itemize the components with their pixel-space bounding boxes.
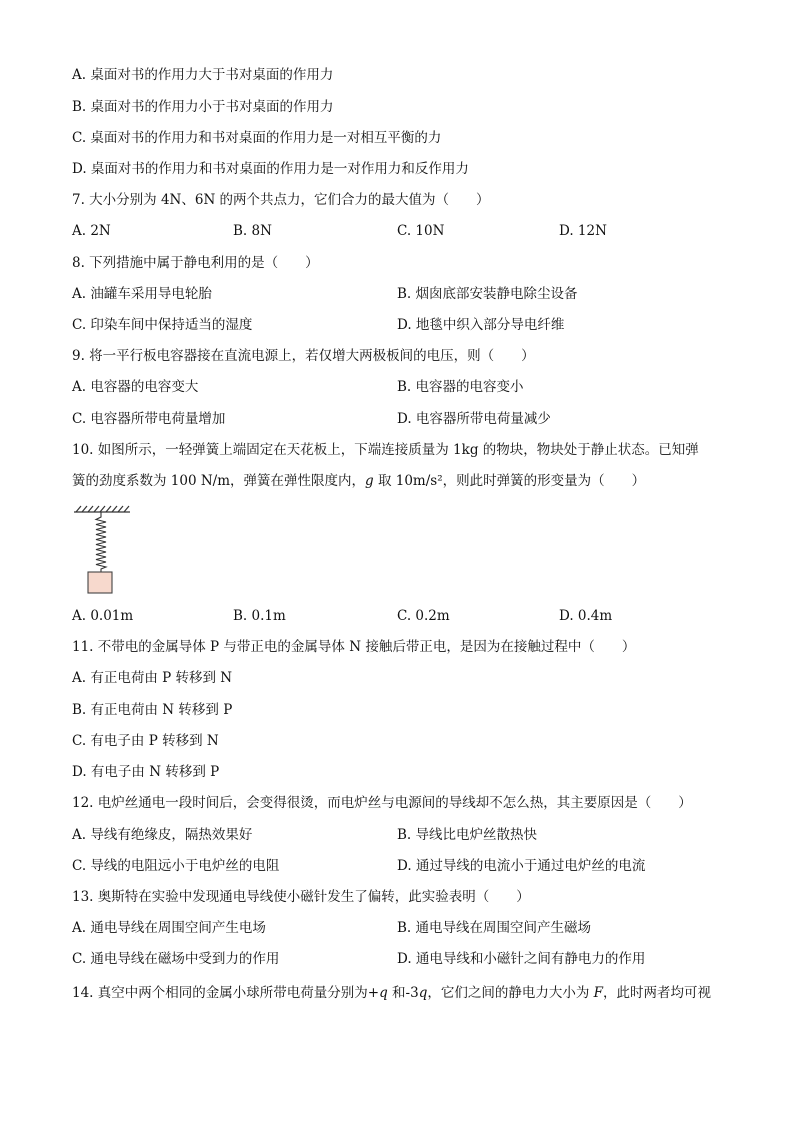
- q11-option-b: B. 有正电荷由 N 转移到 P: [72, 702, 233, 718]
- q6-option-b: B. 桌面对书的作用力小于书对桌面的作用力: [72, 99, 334, 115]
- spring-block-figure: [72, 505, 134, 597]
- q10-option-d: D. 0.4m: [559, 608, 613, 624]
- q7-option-c: C. 10N: [397, 223, 445, 239]
- q13-option-b: B. 通电导线在周围空间产生磁场: [397, 920, 592, 936]
- q11-option-d: D. 有电子由 N 转移到 P: [72, 764, 220, 780]
- q12-options-row2: [72, 857, 722, 875]
- q9-options-row1: [72, 378, 722, 396]
- q14-charge-1: q: [379, 985, 388, 1001]
- q10-option-a: A. 0.01m: [72, 608, 134, 624]
- q6-option-d: D. 桌面对书的作用力和书对桌面的作用力是一对作用力和反作用力: [72, 161, 469, 177]
- q12-stem: 12. 电炉丝通电一段时间后，会变得很烫，而电炉丝与电源间的导线却不怎么热，其主要原因是（ ）: [72, 795, 692, 811]
- q14-charge-2: q: [418, 985, 428, 1001]
- q14-stem-d: ，此时两者均可视: [603, 985, 712, 1001]
- q9-option-a: A. 电容器的电容变大: [72, 379, 199, 395]
- q9-option-c: C. 电容器所带电荷量增加: [72, 411, 226, 427]
- q13-stem: 13. 奥斯特在实验中发现通电导线使小磁针发生了偏转，此实验表明（ ）: [72, 889, 530, 905]
- q14-stem: [72, 984, 711, 1002]
- q6-option-a: A. 桌面对书的作用力大于书对桌面的作用力: [72, 67, 334, 83]
- q11-option-a: A. 有正电荷由 P 转移到 N: [72, 670, 233, 686]
- q10-option-c: C. 0.2m: [397, 608, 450, 624]
- q8-option-a: A. 油罐车采用导电轮胎: [72, 286, 212, 302]
- q8-options-row1: [72, 285, 722, 303]
- q12-option-b: B. 导线比电炉丝散热快: [397, 827, 538, 843]
- q10-option-b: B. 0.1m: [233, 608, 286, 624]
- q9-stem: 9. 将一平行板电容器接在直流电源上，若仅增大两极板间的电压，则（ ）: [72, 348, 535, 364]
- q10-stem-line2-b: 取 10m/s²，则此时弹簧的形变量为（ ）: [373, 473, 646, 489]
- q11-option-c: C. 有电子由 P 转移到 N: [72, 733, 219, 749]
- q9-option-b: B. 电容器的电容变小: [397, 379, 524, 395]
- q7-stem: 7. 大小分别为 4N、6N 的两个共点力，它们合力的最大值为（ ）: [72, 192, 490, 208]
- q9-options-row2: [72, 410, 722, 428]
- q14-stem-a: 14. 真空中两个相同的金属小球所带电荷量分别为+: [72, 985, 380, 1001]
- block: [88, 572, 112, 593]
- q8-option-b: B. 烟囱底部安装静电除尘设备: [397, 286, 578, 302]
- q10-stem-line2: [72, 472, 645, 490]
- q6-option-c: C. 桌面对书的作用力和书对桌面的作用力是一对相互平衡的力: [72, 130, 442, 146]
- q13-option-d: D. 通电导线和小磁针之间有静电力的作用: [397, 951, 646, 967]
- q13-options-row1: [72, 919, 722, 937]
- g-symbol: g: [365, 473, 374, 489]
- q7-options: [72, 222, 722, 240]
- q14-force-symbol: F: [593, 985, 604, 1001]
- q8-option-d: D. 地毯中织入部分导电纤维: [397, 317, 565, 333]
- q8-option-c: C. 印染车间中保持适当的湿度: [72, 317, 253, 333]
- q9-option-d: D. 电容器所带电荷量减少: [397, 411, 551, 427]
- q13-options-row2: [72, 950, 722, 968]
- q7-option-d: D. 12N: [559, 223, 607, 239]
- q7-option-b: B. 8N: [233, 223, 272, 239]
- q8-stem: 8. 下列措施中属于静电利用的是（ ）: [72, 255, 319, 271]
- q13-option-a: A. 通电导线在周围空间产生电场: [72, 920, 266, 936]
- q12-options-row1: [72, 826, 722, 844]
- ceiling: [74, 506, 130, 512]
- q11-stem: 11. 不带电的金属导体 P 与带正电的金属导体 N 接触后带正电，是因为在接触过程中（ ）: [72, 639, 636, 655]
- spring-coil: [96, 512, 106, 572]
- q14-stem-c: ，它们之间的静电力大小为: [427, 985, 594, 1001]
- q7-option-a: A. 2N: [72, 223, 111, 239]
- q10-options: [72, 607, 722, 625]
- q14-stem-b: 和-3: [387, 985, 419, 1001]
- q10-stem-line2-a: 簧的劲度系数为 100 N/m，弹簧在弹性限度内，: [72, 473, 366, 489]
- q12-option-d: D. 通过导线的电流小于通过电炉丝的电流: [397, 858, 646, 874]
- q8-options-row2: [72, 316, 722, 334]
- q13-option-c: C. 通电导线在磁场中受到力的作用: [72, 951, 280, 967]
- q12-option-c: C. 导线的电阻远小于电炉丝的电阻: [72, 858, 280, 874]
- q12-option-a: A. 导线有绝缘皮，隔热效果好: [72, 827, 253, 843]
- q10-stem-line1: 10. 如图所示，一轻弹簧上端固定在天花板上，下端连接质量为 1kg 的物块，物块处于静止状态。已知弹: [72, 442, 699, 458]
